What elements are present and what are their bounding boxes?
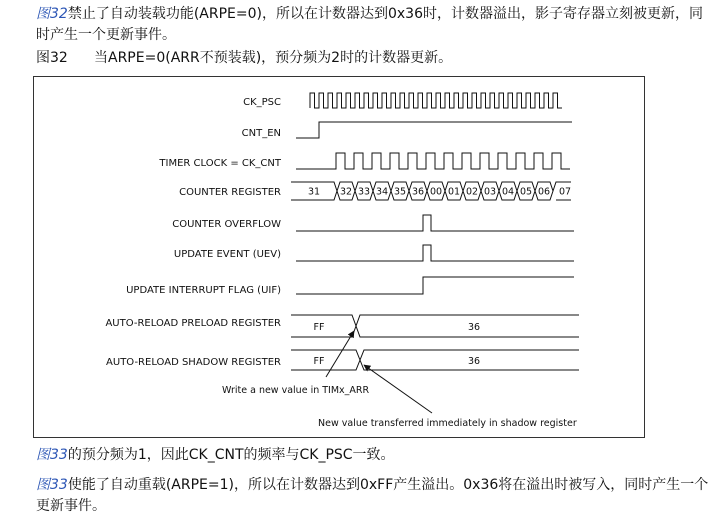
preload-value-old: FF xyxy=(313,322,325,333)
timing-diagram xyxy=(34,77,644,437)
figure-caption-number: 图32 xyxy=(36,50,68,66)
paragraph-top-text: 禁止了自动装载功能(ARPE=0)，所以在计数器达到0x36时，计数器溢出，影子寄存器立刻被更新，同时产生一个更新事件。 xyxy=(36,6,703,43)
figure-caption xyxy=(36,48,452,68)
label-arr-shadow: AUTO-RELOAD SHADOW REGISTER xyxy=(106,357,281,368)
counter-value: 32 xyxy=(339,186,353,198)
wave-timer-clock xyxy=(296,153,570,169)
counter-value: 07 xyxy=(558,186,572,198)
label-cnt-en: CNT_EN xyxy=(241,128,281,139)
label-update-event: UPDATE EVENT (UEV) xyxy=(173,249,281,260)
label-ck-psc: CK_PSC xyxy=(243,97,281,108)
paragraph-fig33-b-text: 使能了自动重载(ARPE=1)，所以在计数器达到0xFF产生溢出。0x36将在溢出时被写入，同时产生一个更新事件。 xyxy=(36,477,709,514)
wave-update-event xyxy=(296,245,574,261)
label-counter-overflow: COUNTER OVERFLOW xyxy=(172,219,281,230)
label-counter-register: COUNTER REGISTER xyxy=(179,187,281,198)
annotation-write: Write a new value in TIMx_ARR xyxy=(222,385,370,396)
wave-counter-register xyxy=(291,182,571,200)
counter-value: 00 xyxy=(429,186,443,198)
label-timer-clock: TIMER CLOCK = CK_CNT xyxy=(159,158,281,169)
counter-value: 35 xyxy=(393,186,407,198)
timing-diagram-frame xyxy=(33,76,645,438)
paragraph-fig33-b xyxy=(36,475,712,517)
preload-value-new: 36 xyxy=(467,322,481,333)
shadow-value-old: FF xyxy=(313,356,325,367)
counter-value: 06 xyxy=(537,186,551,198)
figure-reference-link[interactable]: 图33 xyxy=(36,477,68,493)
wave-arr-shadow xyxy=(291,350,579,370)
label-uif: UPDATE INTERRUPT FLAG (UIF) xyxy=(126,285,281,296)
wave-arr-preload xyxy=(291,315,579,337)
wave-cnt-en xyxy=(296,122,572,138)
wave-ck-psc xyxy=(310,93,562,108)
paragraph-fig33-a xyxy=(36,445,712,466)
counter-value: 01 xyxy=(447,186,461,198)
figure-reference-link[interactable]: 图32 xyxy=(36,6,68,22)
figure-reference-link[interactable]: 图33 xyxy=(36,447,68,463)
arrow-transfer xyxy=(364,365,432,413)
figure-caption-text: 当ARPE=0(ARR不预装载)，预分频为2时的计数器更新。 xyxy=(94,50,453,66)
label-arr-preload: AUTO-RELOAD PRELOAD REGISTER xyxy=(105,318,281,329)
counter-value: 04 xyxy=(501,186,515,198)
paragraph-top xyxy=(36,4,712,46)
annotation-transfer: New value transferred immediately in shadow register xyxy=(318,418,577,429)
wave-counter-overflow xyxy=(296,215,574,231)
wave-uif xyxy=(296,277,574,294)
counter-value: 33 xyxy=(357,186,371,198)
counter-value: 34 xyxy=(375,186,389,198)
counter-value: 05 xyxy=(519,186,533,198)
counter-value: 03 xyxy=(483,186,497,198)
counter-value: 31 xyxy=(307,186,321,198)
paragraph-fig33-a-text: 的预分频为1，因此CK_CNT的频率与CK_PSC一致。 xyxy=(67,447,395,463)
counter-value: 36 xyxy=(411,186,425,198)
counter-value: 02 xyxy=(465,186,479,198)
shadow-value-new: 36 xyxy=(467,356,481,367)
